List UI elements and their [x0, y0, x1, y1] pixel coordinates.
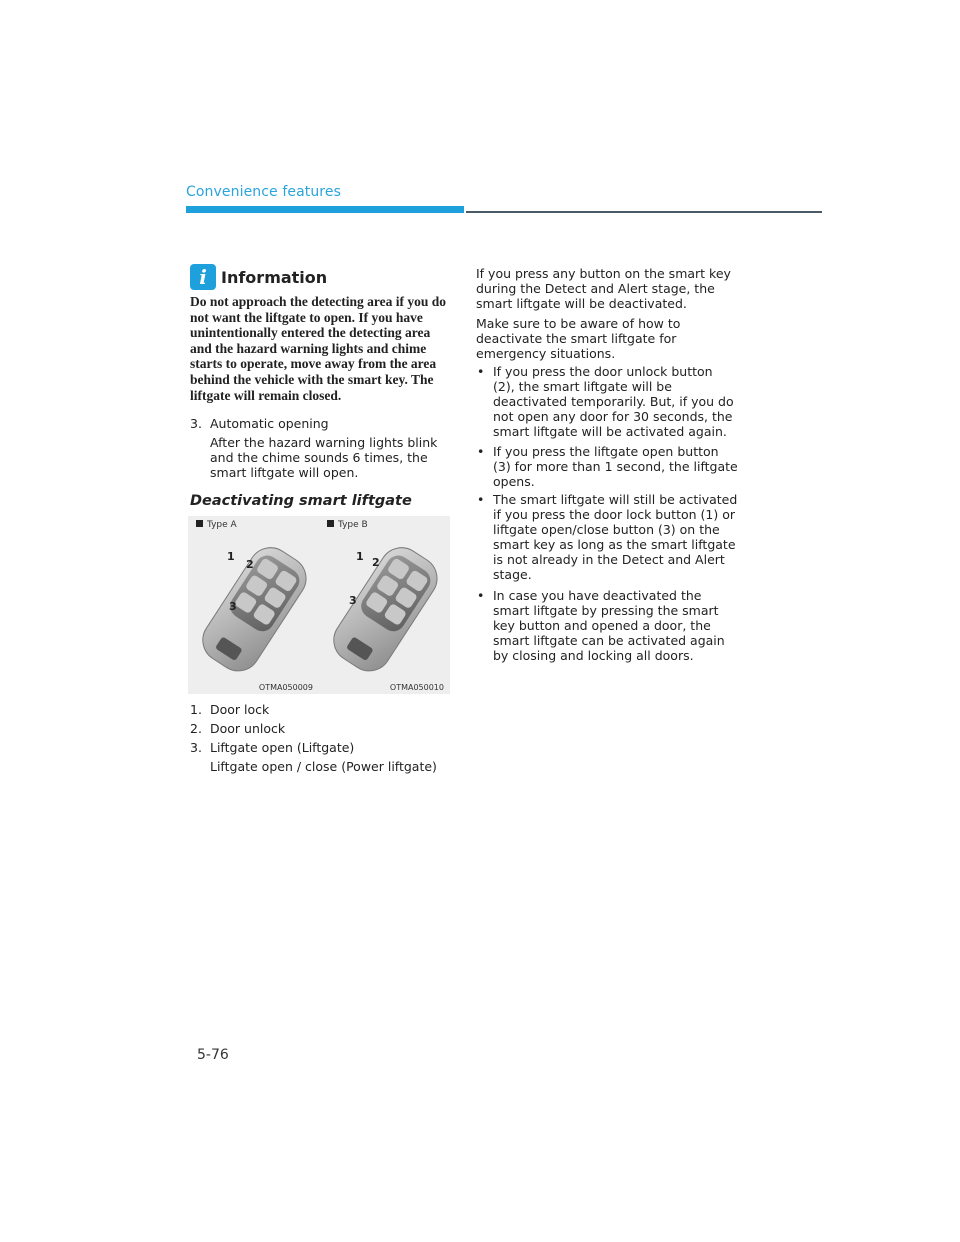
information-icon: i	[190, 264, 216, 290]
bullet-icon: •	[477, 492, 485, 507]
header-rule	[466, 211, 822, 213]
info-title: Information	[221, 268, 328, 287]
page-number: 5-76	[197, 1047, 229, 1063]
paragraph: If you press any button on the smart key during the Detect and Alert stage, the smart liftgate will be deactivated.	[476, 266, 731, 311]
section-heading: Deactivating smart liftgate	[190, 493, 412, 509]
callout-1: 1	[227, 550, 235, 563]
figure-code: OTMA050010	[389, 683, 444, 692]
bullet-icon: •	[477, 444, 485, 459]
figure-type-a	[188, 516, 319, 694]
header-rule-accent	[186, 206, 464, 213]
callout-2: 2	[372, 556, 380, 569]
figure-label: Type B	[327, 520, 368, 530]
figure-label: Type A	[196, 520, 237, 530]
bullet-icon: •	[477, 364, 485, 379]
step-title: Automatic opening	[210, 416, 329, 431]
section-title: Convenience features	[186, 184, 341, 200]
step-number: 3.	[190, 416, 202, 431]
bullet-icon: •	[477, 588, 485, 603]
figure-code: OTMA050009	[258, 683, 313, 692]
step-body: After the hazard warning lights blink and the chime sounds 6 times, the smart liftgate will open.	[210, 435, 438, 480]
callout-3: 3	[229, 600, 237, 613]
info-body: Do not approach the detecting area if you do not want the liftgate to open. If you have unintentionally entered the detecting area and the hazard warning lights and chime starts to operate, move away from the area behind the vehicle with the smart key. The liftgate will remain closed.	[190, 294, 446, 403]
smart-key-illustration	[188, 516, 319, 694]
smart-key-illustration	[319, 516, 450, 694]
callout-2: 2	[246, 558, 254, 571]
callout-3: 3	[349, 594, 357, 607]
callout-1: 1	[356, 550, 364, 563]
paragraph: Make sure to be aware of how to deactivate the smart liftgate for emergency situations.	[476, 316, 681, 361]
figure-type-b	[319, 516, 450, 694]
